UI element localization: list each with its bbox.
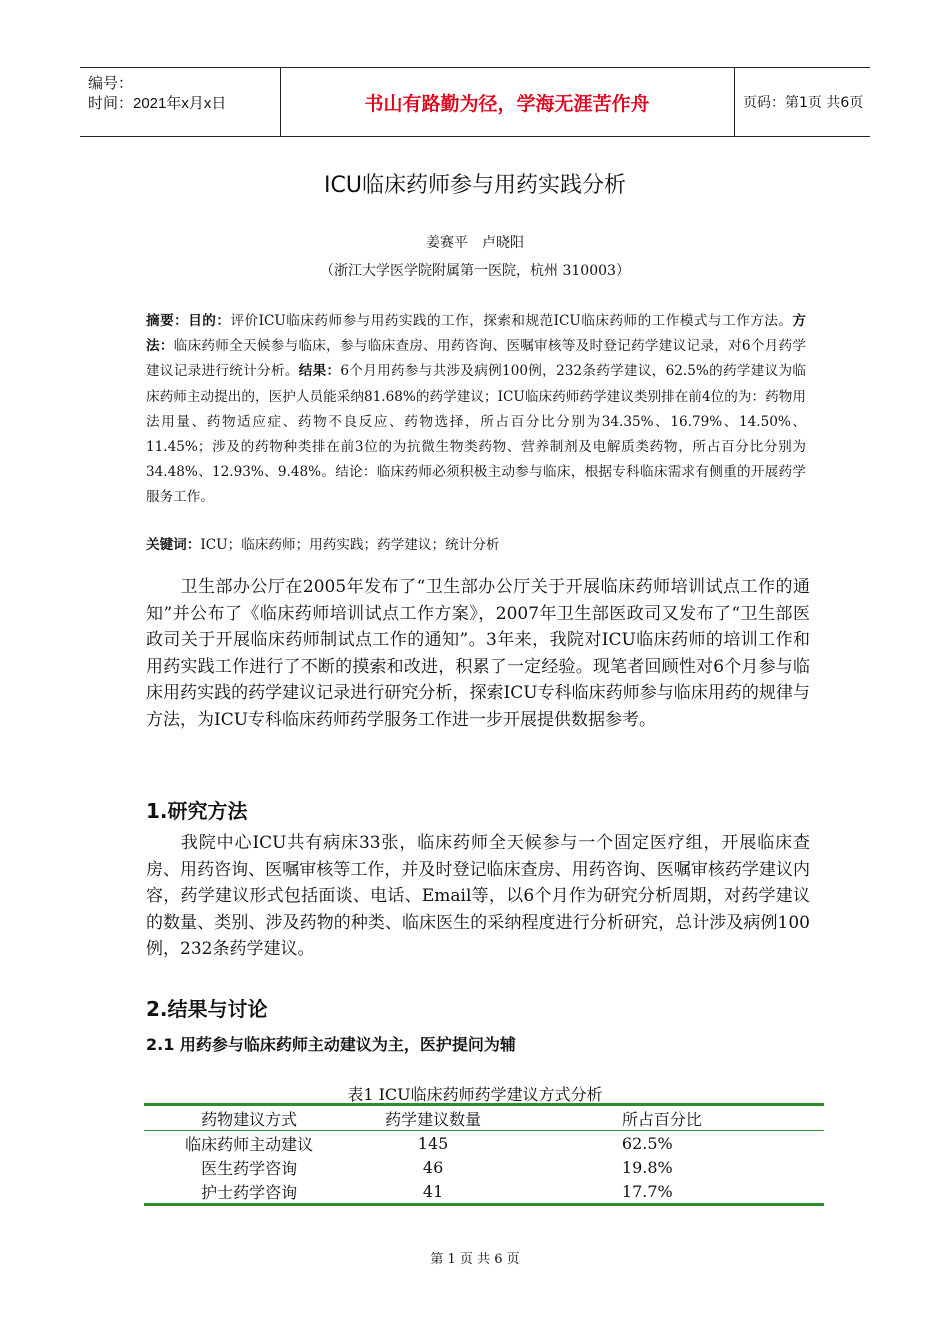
section-2-1-heading: 2.1 用药参与临床药师主动建议为主，医护提问为辅 bbox=[146, 1035, 516, 1054]
table-cell: 41 bbox=[422, 1181, 444, 1201]
number-label: 编号： bbox=[88, 75, 134, 92]
table-row bbox=[144, 1179, 824, 1205]
table-header: 药学建议数量 bbox=[385, 1109, 482, 1129]
table-cell: 17.7% bbox=[621, 1181, 673, 1201]
header-page-info: 页码：第1页 共6页 bbox=[743, 95, 864, 111]
section-1-heading: 1.研究方法 bbox=[146, 799, 248, 823]
abstract bbox=[146, 309, 806, 511]
page-header bbox=[80, 67, 870, 137]
table-row bbox=[144, 1131, 824, 1156]
keywords-text: ICU；临床药师；用药实践；药学建议；统计分析 bbox=[200, 537, 500, 553]
method-text: 临床药师全天候参与临床，参与临床查房、用药咨询、医嘱审核等及时登记药学建议记录，对6个月药学建议记录进行统计分析。 bbox=[146, 338, 806, 380]
header-motto: 书山有路勤为径，学海无涯苦作舟 bbox=[280, 68, 735, 136]
table-header-row bbox=[144, 1105, 824, 1131]
table-caption: 表1 ICU临床药师药学建议方式分析 bbox=[347, 1085, 603, 1104]
table-cell: 19.8% bbox=[621, 1157, 673, 1177]
table-cell: 46 bbox=[422, 1157, 444, 1177]
abstract-label: 摘要： bbox=[146, 313, 189, 329]
table-cell: 医生药学咨询 bbox=[201, 1158, 298, 1178]
table-cell: 62.5% bbox=[621, 1133, 673, 1153]
keywords bbox=[146, 533, 806, 557]
table-1 bbox=[144, 1103, 824, 1206]
section-2-heading: 2.结果与讨论 bbox=[146, 997, 268, 1021]
page-footer: 第 1 页 共 6 页 bbox=[430, 1252, 520, 1267]
affiliation: （浙江大学医学院附属第一医院，杭州 310003） bbox=[320, 263, 630, 279]
keywords-label: 关键词： bbox=[146, 537, 201, 553]
intro-text: 卫生部办公厅在2005年发布了“卫生部办公厅关于开展临床药师培训试点工作的通知”并公布了《临床药师培训试点工作方案》，2007年卫生部医政司又发布了“卫生部医政司关于开展临床药师制试点工作的通知”。3年来，我院对ICU临床药师的培训工作和用药实践工作进行了不断的摸索和改进，积累了一定经验。现笔者回顾性对6个月参与临床用药实践的药学建议记录进行研究分析，探索ICU专科临床药师参与临床用药的规律与方法，为ICU专科临床药师药学服务工作进一步开展提供数据参考。 bbox=[146, 577, 810, 730]
result-label: 结果： bbox=[298, 363, 341, 380]
date-label: 时间：2021年x月x日 bbox=[88, 95, 227, 112]
table-cell: 护士药学咨询 bbox=[201, 1182, 298, 1202]
table-header: 所占百分比 bbox=[621, 1109, 702, 1129]
paper-title: ICU临床药师参与用药实践分析 bbox=[324, 173, 626, 198]
table-header: 药物建议方式 bbox=[201, 1109, 298, 1129]
method-label: 方法： bbox=[146, 313, 807, 355]
table-row bbox=[144, 1155, 824, 1179]
result-text: 6个月用药参与共涉及病例100例，232条药学建议，62.5%的药学建议为临床药师主动提出的，医护人员能采纳81.68%的药学建议；ICU临床药师药学建议类别排在前4位的为：药物用法用量、药物适应症、药物不良反应、药物选择，所占百分比分别为34.35%、16.79%、14.50%、11.45%；涉及的药物种类排在前3位的为抗微生物类药物、营养制剂及电解质类药物，所占百分比分别为34.48%、12.93%、9.48%。结论：临床药师必须积极主动参与临床，根据专科临床需求有侧重的开展药学服务工作。 bbox=[146, 363, 806, 506]
objective-label: 目的： bbox=[188, 313, 231, 329]
intro-paragraph bbox=[146, 574, 810, 734]
objective-text: 评价ICU临床药师参与用药实践的工作，探索和规范ICU临床药师的工作模式与工作方法。 bbox=[230, 313, 793, 329]
table-cell: 145 bbox=[417, 1133, 449, 1153]
authors: 姜赛平 卢晓阳 bbox=[426, 235, 524, 251]
section-1-paragraph bbox=[146, 830, 810, 963]
section-1-text: 我院中心ICU共有病床33张，临床药师全天候参与一个固定医疗组，开展临床查房、用药咨询、医嘱审核等工作，并及时登记临床查房、用药咨询、医嘱审核药学建议内容，药学建议形式包括面谈、电话、Email等，以6个月作为研究分析周期，对药学建议的数量、类别、涉及药物的种类、临床医生的采纳程度进行分析研究，总计涉及病例100例，232条药学建议。 bbox=[146, 833, 810, 960]
header-meta bbox=[80, 68, 281, 136]
table-cell: 临床药师主动建议 bbox=[185, 1134, 314, 1154]
